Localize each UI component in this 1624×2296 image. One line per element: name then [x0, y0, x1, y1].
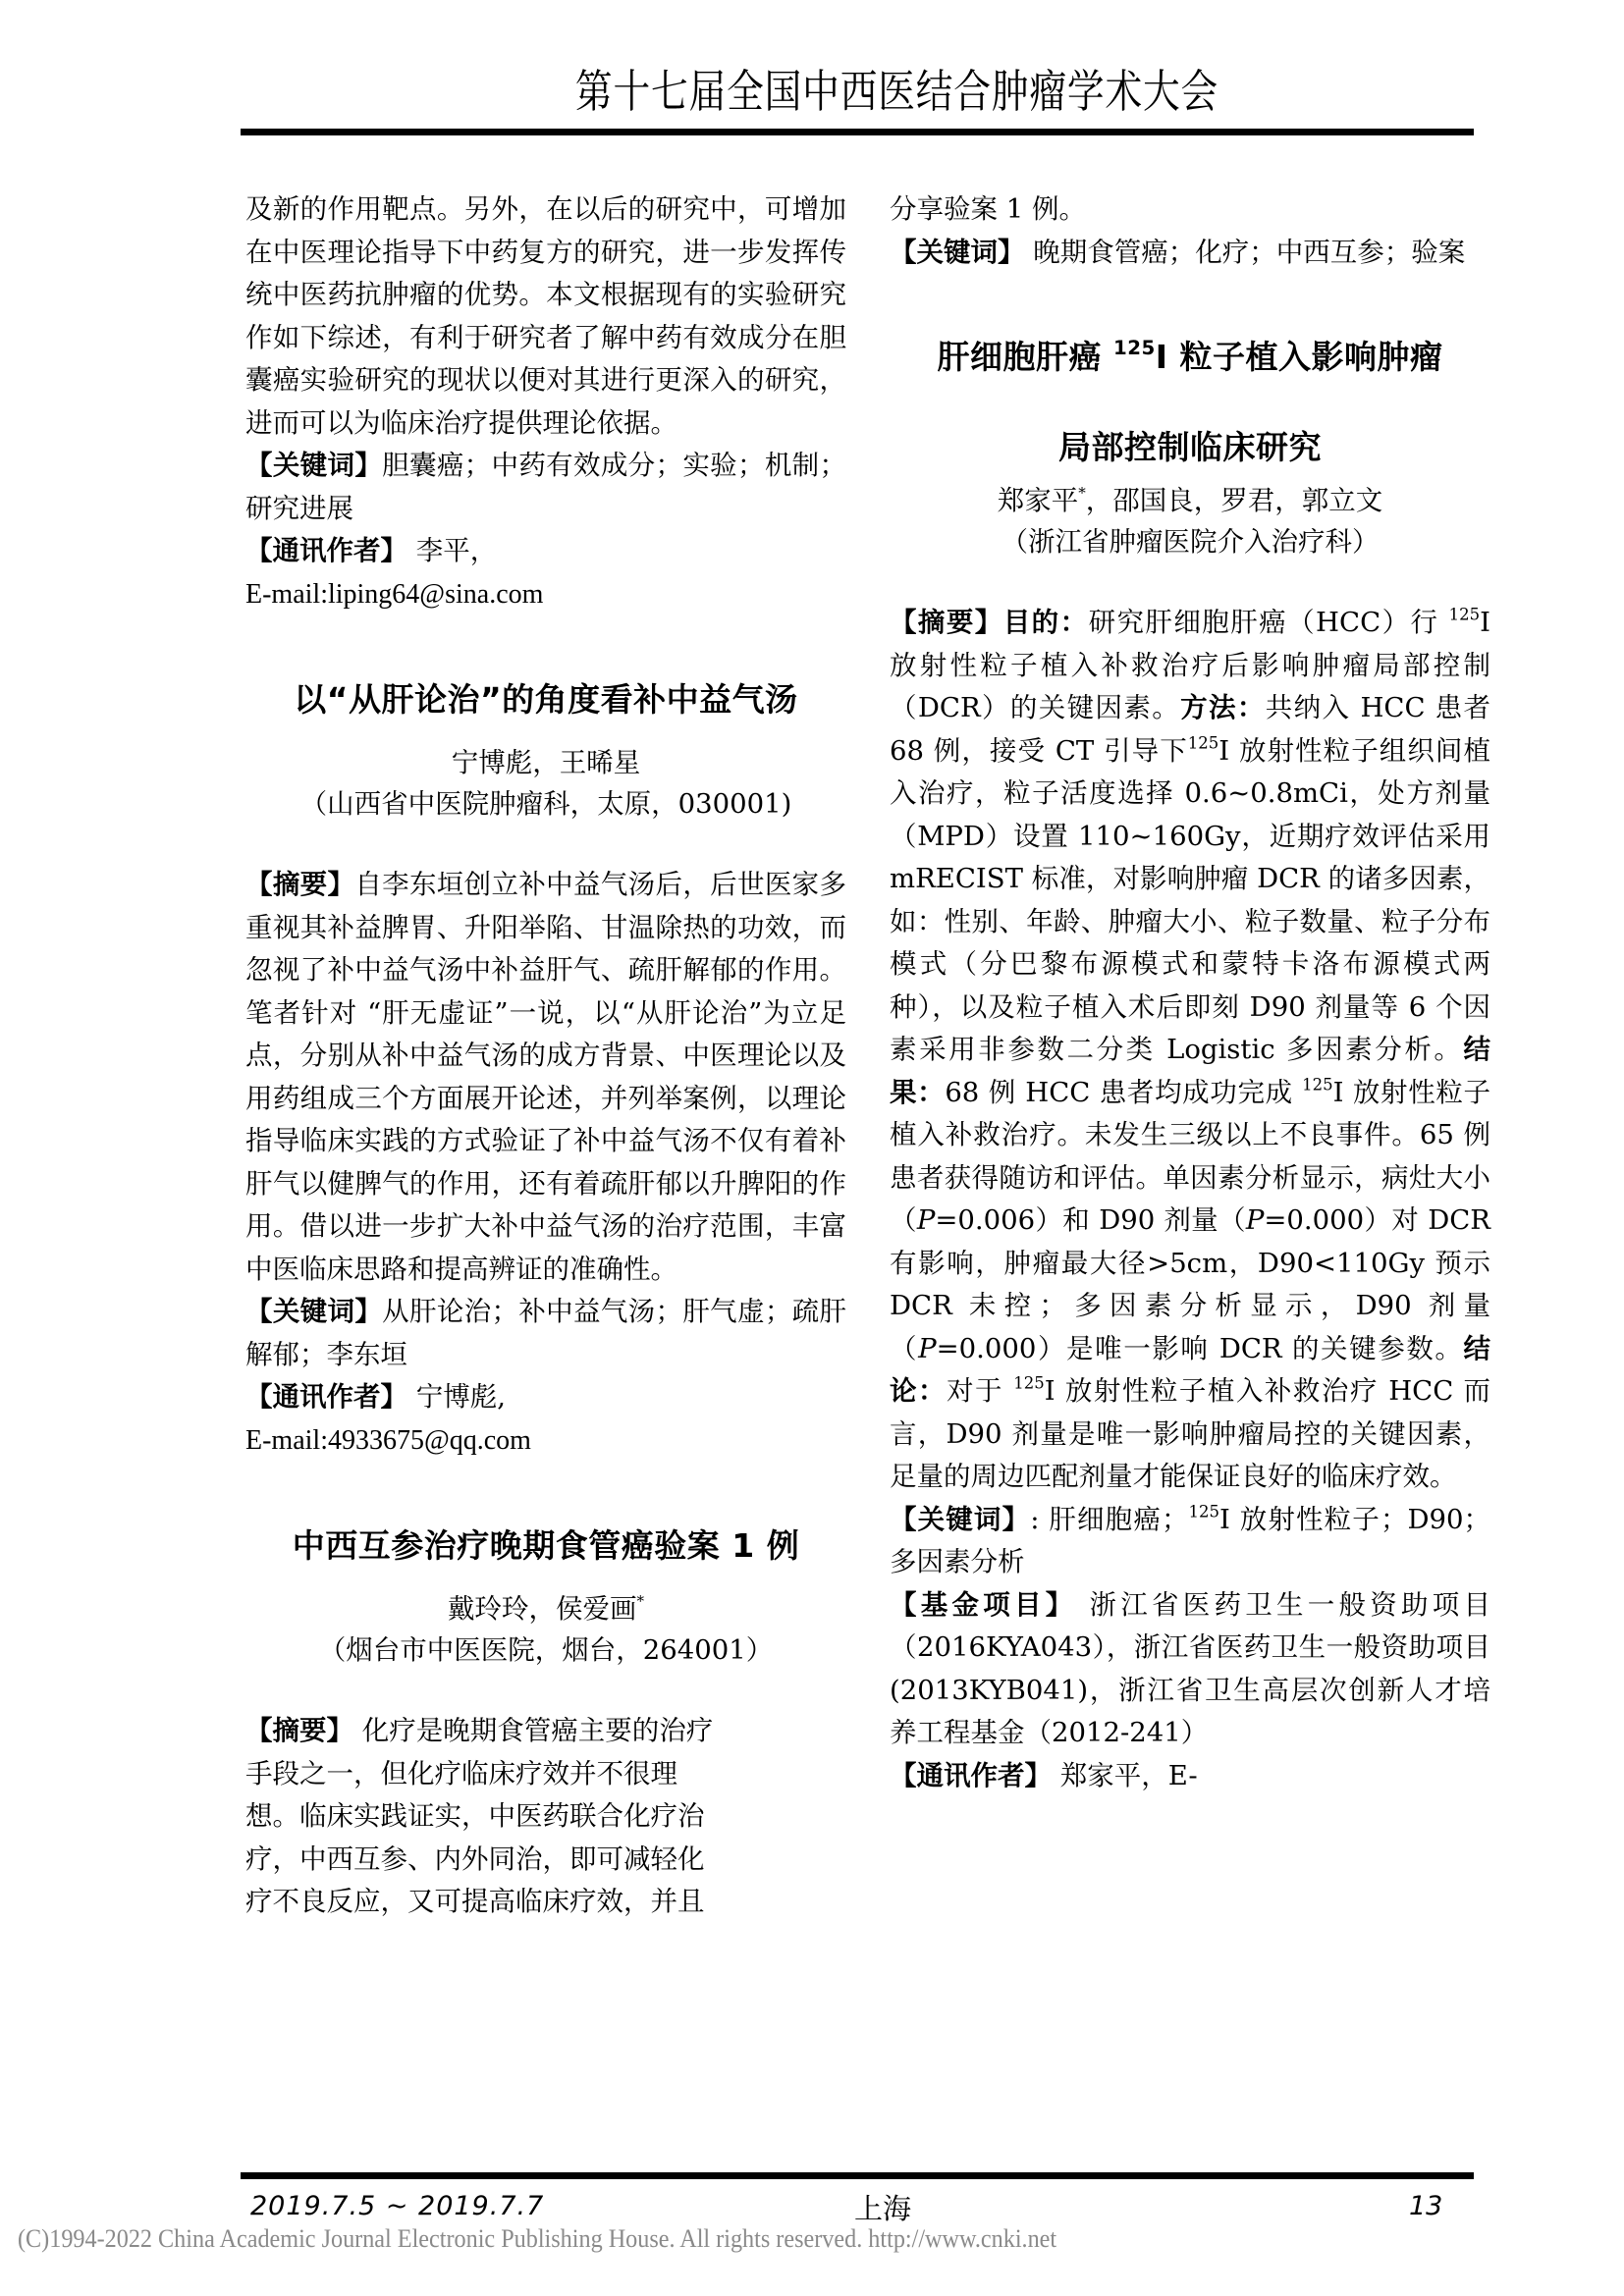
article-authors: 戴玲玲，侯爱画* — [447, 1591, 645, 1625]
corresponding-author-paragraph — [890, 1755, 1490, 1798]
results-label: 结果： — [890, 1034, 1490, 1108]
abstract-paragraph: 【摘要】 化疗是晚期食管癌主要的治疗 手段之一，但化疗临床疗效并不很理 想。临床实践证实，中医药联合化疗治 疗，中西互参、内外同治，即可减轻化 疗不良反应，又可提高临床疗效，并且 — [245, 1715, 714, 1917]
corresponding-author-name: 李平， — [407, 535, 498, 566]
keywords-paragraph: 【关键词】: 肝细胞癌；$^{125}$I 放射性粒子；D90；多因素分析 — [890, 1501, 1490, 1577]
fund-label: 【基金项目】 — [890, 1588, 1077, 1621]
corresponding-author-label: 【通讯作者】 — [245, 1381, 407, 1413]
previous-article-continuation: 及新的作用靶点。另外，在以后的研究中，可增加在中医理论指导下中药复方的研究，进一步发挥传统中医药抗肿瘤的优势。本文根据现有的实验研究作如下综述，有利于研究者了解中药有效成分在胆囊癌实验研究的现状以便对其进行更深入的研究，进而可以为临床治疗提供理论依据。 — [245, 193, 846, 439]
keywords-label: 【关键词】 — [245, 450, 383, 481]
corresponding-author-name: 郑家平，E- — [1052, 1759, 1198, 1791]
article-authors: 宁博彪，王晞星 — [451, 747, 641, 778]
fund-paragraph — [890, 1584, 1490, 1755]
keywords-paragraph — [890, 232, 1490, 275]
footer-date-range: 2019.7.5 ~ 2019.7.7 — [250, 2191, 545, 2221]
article-title: 中西互参治疗晚期食管癌验案 1 例 — [292, 1526, 800, 1565]
page-number: 13 — [1409, 2191, 1443, 2221]
abstract-paragraph: 【摘要】目的：研究肝细胞肝癌（HCC）行 $^{125}$I 放射性粒子植入补救治疗后影响肿瘤局部控制（DCR）的关键因素。方法：共纳入 HCC 患者 68 例，接受 CT 引导下$^{125}$I 放射性粒子组织间植入治疗，粒子活度选择 0.6~0.8mCi，处方剂量（MPD）设置 110~160Gy，近期疗效评估采用 mRECIST 标准，对影响肿瘤 DCR 的诸多因素，如：性别、年龄、肿瘤大小、粒子数量、粒子分布模式（分巴黎布源模式和蒙特卡洛布源模式两种），以及粒子植入术后即刻 D90 剂量等 6 个因素采用非参数二分类 Logistic 多因素分析。结果：68 例 HCC 患者均成功完成 $^{125}$I 放射性粒子植入补救治疗。未发生三级以上不良事件。65 例患者获得随访和评估。单因素分析显示，病灶大小（P=0.006）和 D90 剂量（P=0.000）对 DCR 有影响，肿瘤最大径>5cm，D90<110Gy 预示 DCR 未控；多因素分析显示，D90 剂量（P=0.000）是唯一影响 DCR 的关键参数。结论：对于 $^{125}$I 放射性粒子植入补救治疗 HCC 而言，D90 剂量是唯一影响肿瘤局控的关键因素，足量的周边匹配剂量才能保证良好的临床疗效。 — [890, 605, 1491, 1492]
footer-city: 上海 — [854, 2192, 912, 2225]
corresponding-email: E-mail:liping64@sina.com — [245, 578, 544, 610]
purpose-label: 目的： — [1002, 607, 1089, 638]
conclusion-label: 结论： — [890, 1332, 1491, 1407]
abstract-label: 【摘要】 — [245, 1715, 353, 1746]
methods-label: 方法： — [1180, 692, 1266, 723]
conference-title: 第十七届全国中西医结合肿瘤学术大会 — [574, 65, 1219, 118]
keywords-paragraph — [245, 1291, 846, 1376]
article-title-line2: 局部控制临床研究 — [1058, 428, 1322, 466]
keywords-paragraph — [245, 445, 846, 530]
keywords-label: 【关键词】 — [890, 236, 1025, 268]
abstract-label: 【摘要】 — [245, 869, 355, 900]
copyright-notice: (C)1994-2022 China Academic Journal Electronic Publishing House. All rights reserved. http://www.cnki.net — [18, 2224, 1057, 2253]
abstract-text: 自李东垣创立补中益气汤后，后世医家多重视其补益脾胃、升阳举陷、甘温除热的功效，而忽视了补中益气汤中补益肝气、疏肝解郁的作用。笔者针对 “肝无虚证”一说，以“从肝论治”为立足点，分别从补中益气汤的成方背景、中医理论以及用药组成三个方面展开论述，并列举案例，以理论指导临床实践的方式验证了补中益气汤不仅有着补肝气以健脾气的作用，还有着疏肝郁以升脾阳的作用。借以进一步扩大补中益气汤的治疗范围，丰富中医临床思路和提高辨证的准确性。 — [245, 869, 847, 1285]
article-affiliation: （烟台市中医医院，烟台，264001） — [318, 1634, 774, 1666]
corresponding-author-name: 宁博彪, — [407, 1381, 506, 1413]
article-affiliation: （山西省中医院肿瘤科，太原，030001) — [299, 788, 792, 820]
corresponding-author-paragraph — [245, 530, 846, 573]
keywords-text: 晚期食管癌；化疗；中西互参；验案 — [1024, 236, 1466, 268]
abstract-label: 【摘要】 — [890, 607, 1003, 638]
previous-article-continuation: 分享验案 1 例。 — [890, 193, 1086, 225]
fund-text: 浙江省医药卫生一般资助项目（2016KYA043），浙江省医药卫生一般资助项目(2013KYB041)，浙江省卫生高层次创新人才培养工程基金（2012-241） — [890, 1588, 1490, 1748]
header-rule — [241, 129, 1474, 135]
article-authors: 郑家平*，邵国良，罗君，郭立文 — [997, 483, 1383, 516]
article-title: 肝细胞肝癌 $^{125}$I 粒子植入影响肿瘤 — [937, 337, 1443, 376]
keywords-text: 从肝论治；补中益气汤；肝气虚；疏肝解郁；李东垣 — [245, 1296, 847, 1370]
corresponding-email: E-mail:4933675@qq.com — [245, 1424, 531, 1456]
corresponding-author-label: 【通讯作者】 — [890, 1759, 1052, 1791]
article-title: 以“从肝论治”的角度看补中益气汤 — [294, 680, 798, 719]
keywords-text: 胆囊癌；中药有效成分；实验；机制；研究进展 — [245, 450, 847, 524]
right-column — [890, 188, 1490, 1797]
corresponding-author-paragraph — [245, 1376, 846, 1419]
corresponding-author-label: 【通讯作者】 — [245, 535, 407, 566]
footer-rule — [241, 2172, 1474, 2179]
corresponding-mark: * — [1078, 483, 1086, 502]
keywords-label: 【关键词】 — [245, 1296, 383, 1327]
abstract-paragraph — [245, 864, 846, 1291]
corresponding-mark: * — [636, 1591, 645, 1610]
article-affiliation: （浙江省肿瘤医院介入治疗科） — [1001, 526, 1380, 558]
keywords-label: 【关键词】 — [890, 1503, 1031, 1535]
left-column — [245, 188, 846, 1924]
